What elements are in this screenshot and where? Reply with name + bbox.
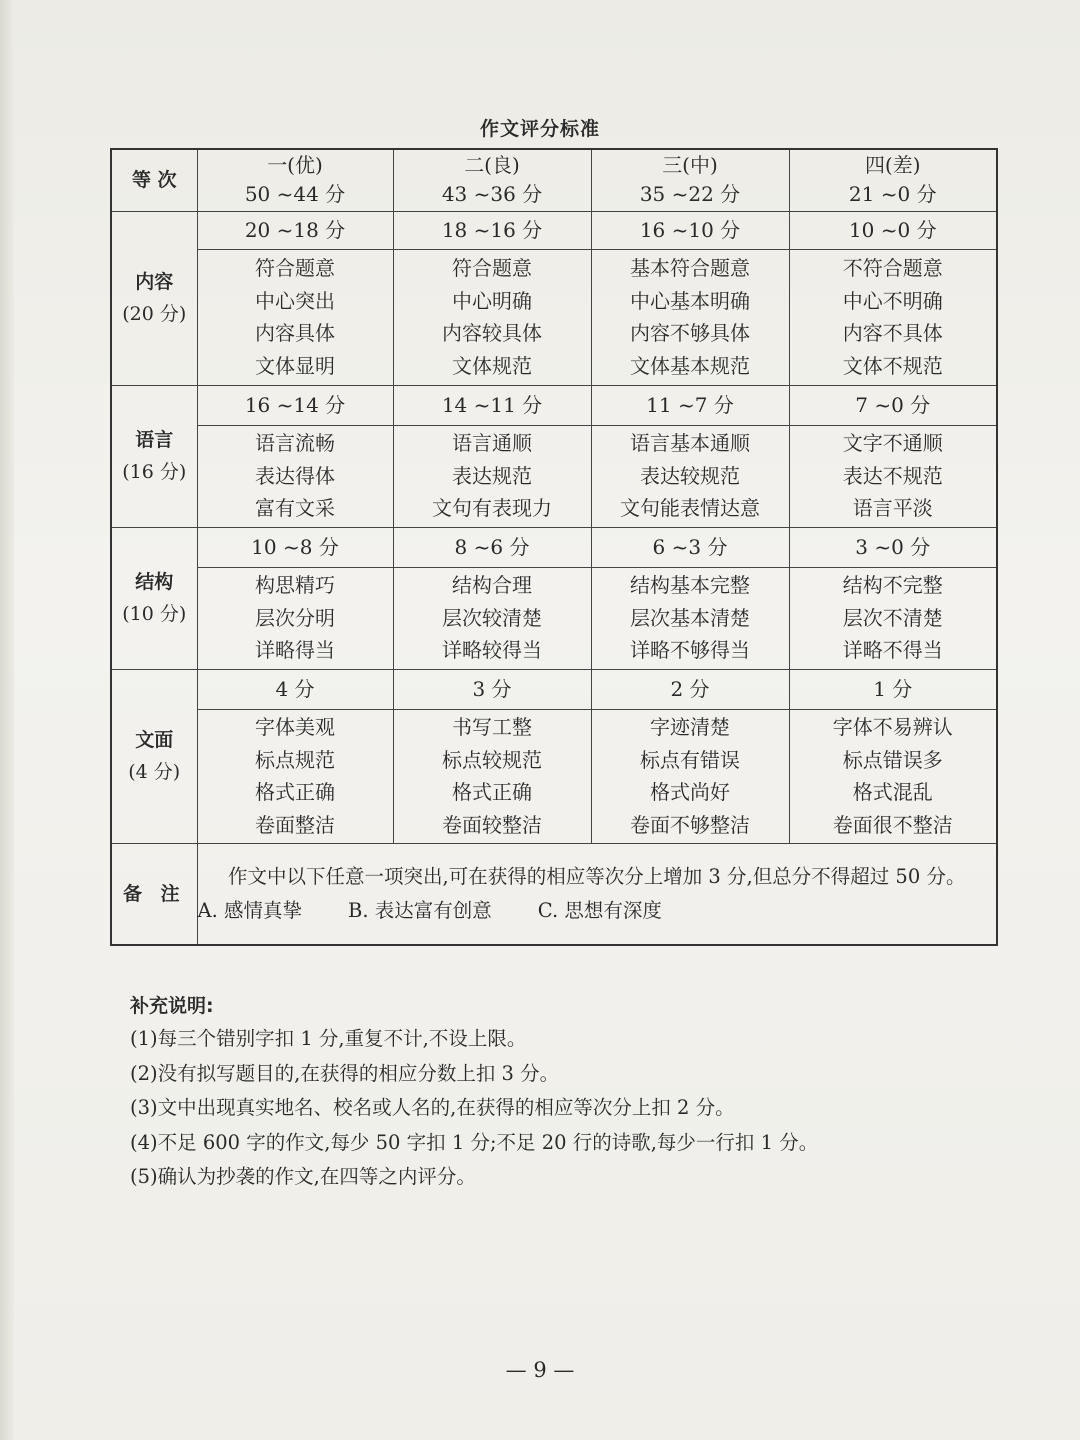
structure-range-row [111,527,997,567]
criteria-line: 语言平淡 [852,496,933,521]
criteria-line: 表达较规范 [640,463,740,488]
score-range: 8 ~6 分 [393,527,591,567]
criteria-cell [591,709,789,843]
criteria-line: 格式正确 [452,780,532,804]
language-range-row [111,385,997,425]
grade-header-row [111,149,997,211]
grade-name: 四(差) [864,153,921,178]
note-row [111,843,997,945]
criteria-cell [197,249,393,385]
grade-range: 50 ~44 分 [244,182,346,207]
criteria-line: 结构不完整 [842,573,943,598]
criteria-line: 符合题意 [452,256,532,280]
note-body [197,843,997,945]
criteria-line: 详略得当 [255,638,335,663]
criteria-line: 不符合题意 [842,256,943,280]
section-points: (16 分) [122,461,187,483]
section-name: 文面 [135,729,174,751]
criteria-cell [789,425,997,527]
criteria-line: 标点较规范 [442,747,542,772]
criteria-line: 卷面较整洁 [442,812,542,837]
criteria-line: 字体不易辨认 [832,715,953,739]
note-text: 作文中以下任意一项突出,可在获得的相应等次分上增加 3 分,但总分不得超过 50 分。 [228,864,966,888]
grade-name: 二(良) [464,153,520,178]
section-label-language [111,385,197,527]
criteria-line: 富有文采 [255,496,335,521]
criteria-line: 内容较具体 [442,321,542,345]
criteria-line: 文体不规范 [842,353,943,378]
criteria-line: 内容不够具体 [630,321,750,345]
grade-cell [591,149,789,211]
criteria-line: 格式尚好 [650,780,730,804]
rubric-table [110,148,998,946]
page-number: — 9 — [505,1358,575,1382]
note-option: A. 感情真挚 [197,898,302,922]
criteria-line: 详略不得当 [842,638,943,663]
score-range: 7 ~0 分 [789,385,997,425]
criteria-cell [789,249,997,385]
score-range: 2 分 [591,669,789,709]
grade-range: 43 ~36 分 [441,182,543,207]
criteria-line: 层次基本清楚 [630,605,750,630]
score-range: 16 ~14 分 [197,385,393,425]
score-range: 14 ~11 分 [393,385,591,425]
score-range: 16 ~10 分 [591,211,789,249]
criteria-line: 层次分明 [255,605,335,630]
supplement-item: (2)没有拟写题目的,在获得的相应分数上扣 3 分。 [130,1061,560,1085]
criteria-line: 文字不通顺 [842,431,943,456]
criteria-line: 字迹清楚 [650,715,730,739]
section-label-structure [111,527,197,669]
supplement-title: 补充说明: [130,995,214,1017]
criteria-line: 文体显明 [255,353,335,378]
criteria-line: 文体基本规范 [630,353,750,378]
section-points: (10 分) [122,603,187,625]
presentation-desc-row [111,709,997,843]
criteria-cell [789,567,997,669]
criteria-line: 语言基本通顺 [630,431,750,456]
section-label-presentation [111,669,197,843]
grade-range: 35 ~22 分 [639,182,741,207]
criteria-line: 文句有表现力 [432,496,552,521]
score-range: 3 分 [393,669,591,709]
criteria-cell [393,709,591,843]
note-option: C. 思想有深度 [537,898,662,922]
score-range: 1 分 [789,669,997,709]
section-label-content [111,211,197,385]
criteria-cell [393,567,591,669]
score-range: 18 ~16 分 [393,211,591,249]
grade-cell [197,149,393,211]
score-range: 10 ~0 分 [789,211,997,249]
structure-desc-row [111,567,997,669]
criteria-cell [789,709,997,843]
grade-cell [393,149,591,211]
criteria-line: 表达得体 [255,463,335,488]
criteria-line: 结构基本完整 [630,573,750,598]
grade-name: 一(优) [267,153,323,178]
score-range: 6 ~3 分 [591,527,789,567]
supplement-item: (5)确认为抄袭的作文,在四等之内评分。 [130,1165,476,1188]
criteria-line: 卷面不够整洁 [630,812,750,837]
criteria-line: 详略不够得当 [630,638,750,663]
criteria-line: 基本符合题意 [630,256,750,280]
criteria-line: 格式正确 [255,780,335,804]
note-label: 备 注 [111,843,197,945]
criteria-line: 字体美观 [255,715,335,739]
presentation-range-row [111,669,997,709]
criteria-line: 表达规范 [452,463,532,488]
criteria-line: 层次较清楚 [442,605,542,630]
criteria-line: 书写工整 [452,715,532,739]
criteria-line: 结构合理 [452,573,532,598]
supplement-item: (1)每三个错别字扣 1 分,重复不计,不设上限。 [130,1027,527,1050]
criteria-cell [591,425,789,527]
grade-label: 等 次 [111,149,197,211]
score-range: 20 ~18 分 [197,211,393,249]
criteria-line: 标点错误多 [842,747,943,772]
score-range: 10 ~8 分 [197,527,393,567]
criteria-line: 构思精巧 [255,573,335,598]
criteria-line: 层次不清楚 [842,605,943,630]
grade-cell [789,149,997,211]
criteria-line: 标点有错误 [640,747,740,772]
content-desc-row [111,249,997,385]
criteria-line: 格式混乱 [852,780,933,804]
note-option: B. 表达富有创意 [347,898,492,922]
page-title: 作文评分标准 [479,118,600,140]
grade-name: 三(中) [662,153,718,178]
criteria-line: 中心突出 [255,288,335,313]
criteria-cell [393,425,591,527]
score-range: 3 ~0 分 [789,527,997,567]
criteria-cell [591,567,789,669]
section-points: (4 分) [128,761,181,783]
criteria-cell [591,249,789,385]
content-range-row [111,211,997,249]
criteria-line: 内容不具体 [842,321,943,345]
criteria-line: 中心基本明确 [630,288,750,313]
grade-range: 21 ~0 分 [848,182,937,207]
criteria-cell [393,249,591,385]
criteria-cell [197,425,393,527]
criteria-line: 文体规范 [452,353,532,378]
criteria-line: 中心不明确 [842,288,943,313]
criteria-line: 详略较得当 [442,638,542,663]
criteria-line: 符合题意 [255,256,335,280]
section-name: 结构 [135,571,174,593]
section-name: 内容 [135,271,174,293]
criteria-line: 文句能表情达意 [620,496,760,521]
criteria-line: 表达不规范 [842,463,943,488]
criteria-cell [197,567,393,669]
page-edge [0,0,14,1440]
supplement-section [130,990,1010,1195]
supplement-item: (4)不足 600 字的作文,每少 50 字扣 1 分;不足 20 行的诗歌,每少一行扣 1 分。 [130,1130,819,1154]
criteria-line: 中心明确 [452,288,532,313]
criteria-line: 内容具体 [255,321,335,345]
section-name: 语言 [135,429,174,451]
language-desc-row [111,425,997,527]
note-options [198,894,997,928]
criteria-cell [197,709,393,843]
criteria-line: 语言流畅 [255,431,335,456]
section-points: (20 分) [122,303,187,325]
score-range: 4 分 [197,669,393,709]
criteria-line: 标点规范 [255,747,335,772]
score-range: 11 ~7 分 [591,385,789,425]
criteria-line: 卷面很不整洁 [832,812,953,837]
supplement-item: (3)文中出现真实地名、校名或人名的,在获得的相应等次分上扣 2 分。 [130,1096,735,1119]
criteria-line: 语言通顺 [452,431,532,456]
criteria-line: 卷面整洁 [255,812,335,837]
